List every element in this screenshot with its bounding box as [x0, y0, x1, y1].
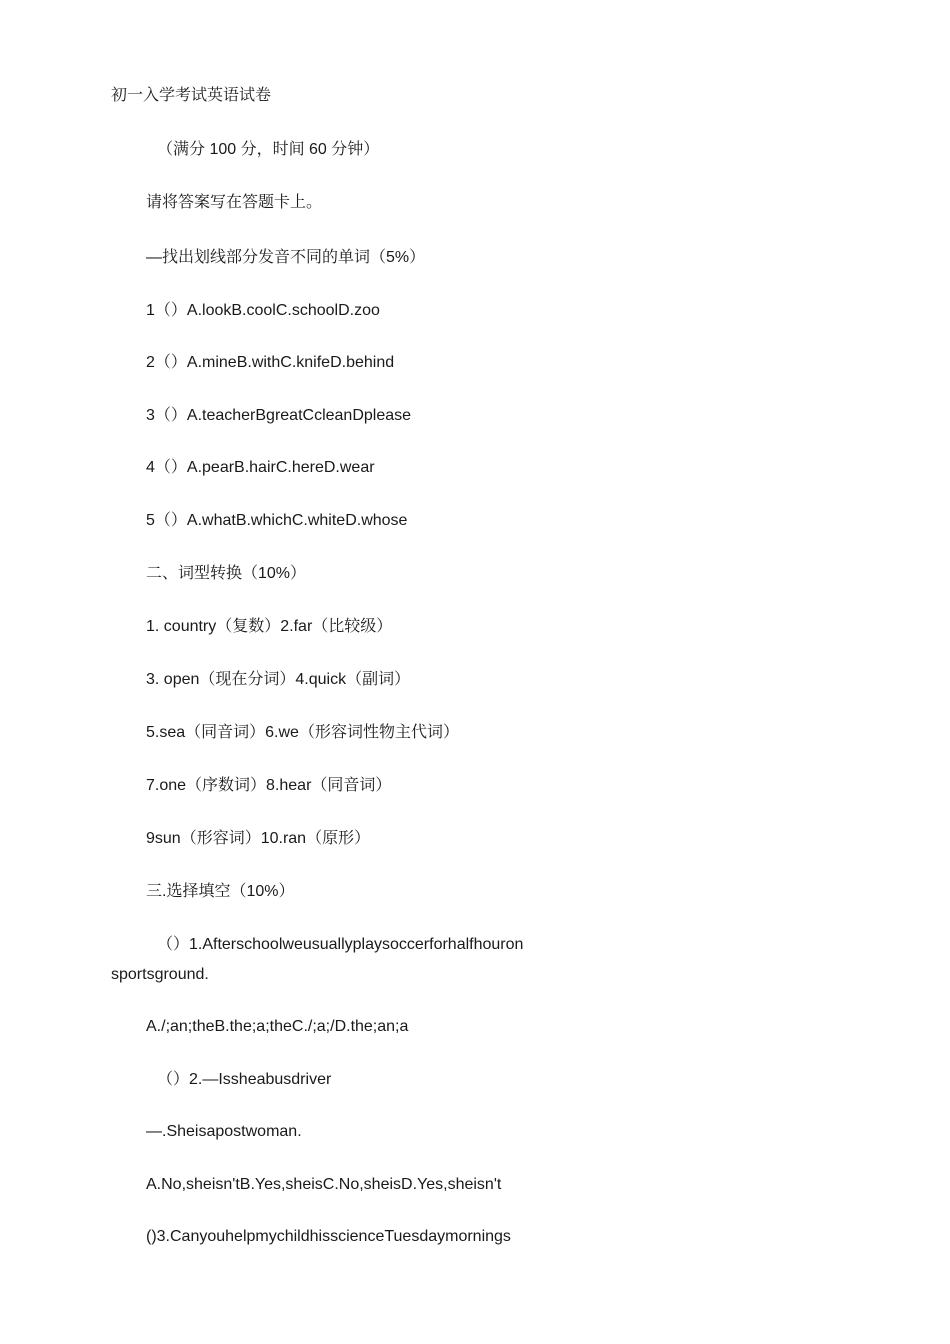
section-heading-multiple-choice: 三.选择填空（10%） — [146, 883, 295, 900]
pronunciation-item: 2（）A.mineB.withC.knifeD.behind — [146, 354, 395, 371]
choice-question-2: （）2.—Issheabusdriver — [157, 1071, 332, 1088]
pronunciation-item: 4（）A.pearB.hairC.hereD.wear — [146, 459, 375, 476]
word-form-item: 9sun（形容词）10.ran（原形） — [146, 830, 371, 847]
choice-question-1-continuation: sportsground. — [111, 966, 209, 983]
choice-question-2-dialogue: —.Sheisapostwoman. — [146, 1123, 302, 1140]
choice-question-1: （）1.Afterschoolweusuallyplaysoccerforhalfhouron — [157, 936, 524, 953]
instruction-text: 请将答案写在答题卡上。 — [146, 194, 323, 211]
word-form-item: 1. country（复数）2.far（比较级） — [146, 618, 393, 635]
document-title: 初一入学考试英语试卷 — [111, 87, 272, 104]
full-marks-note: （满分 100 分，时间 60 分钟） — [157, 141, 380, 158]
pronunciation-item: 5（）A.whatB.whichC.whiteD.whose — [146, 512, 408, 529]
choice-question-2-options: A.No,sheisn'tB.Yes,sheisC.No,sheisD.Yes,sheisn't — [146, 1176, 502, 1193]
word-form-item: 3. open（现在分词）4.quick（副词） — [146, 671, 411, 688]
pronunciation-item: 1（）A.lookB.coolC.schoolD.zoo — [146, 302, 380, 319]
choice-question-3: ()3.CanyouhelpmychildhisscienceTuesdaymornings — [146, 1228, 511, 1245]
section-heading-word-forms: 二、词型转换（10%） — [146, 565, 307, 582]
word-form-item: 5.sea（同音词）6.we（形容词性物主代词） — [146, 724, 459, 741]
section-heading-pronunciation: —找出划线部分发音不同的单词（5%） — [146, 249, 426, 266]
choice-question-1-options: A./;an;theB.the;a;theC./;a;/D.the;an;a — [146, 1018, 409, 1035]
pronunciation-item: 3（）A.teacherBgreatCcleanDplease — [146, 407, 412, 424]
word-form-item: 7.one（序数词）8.hear（同音词） — [146, 777, 392, 794]
